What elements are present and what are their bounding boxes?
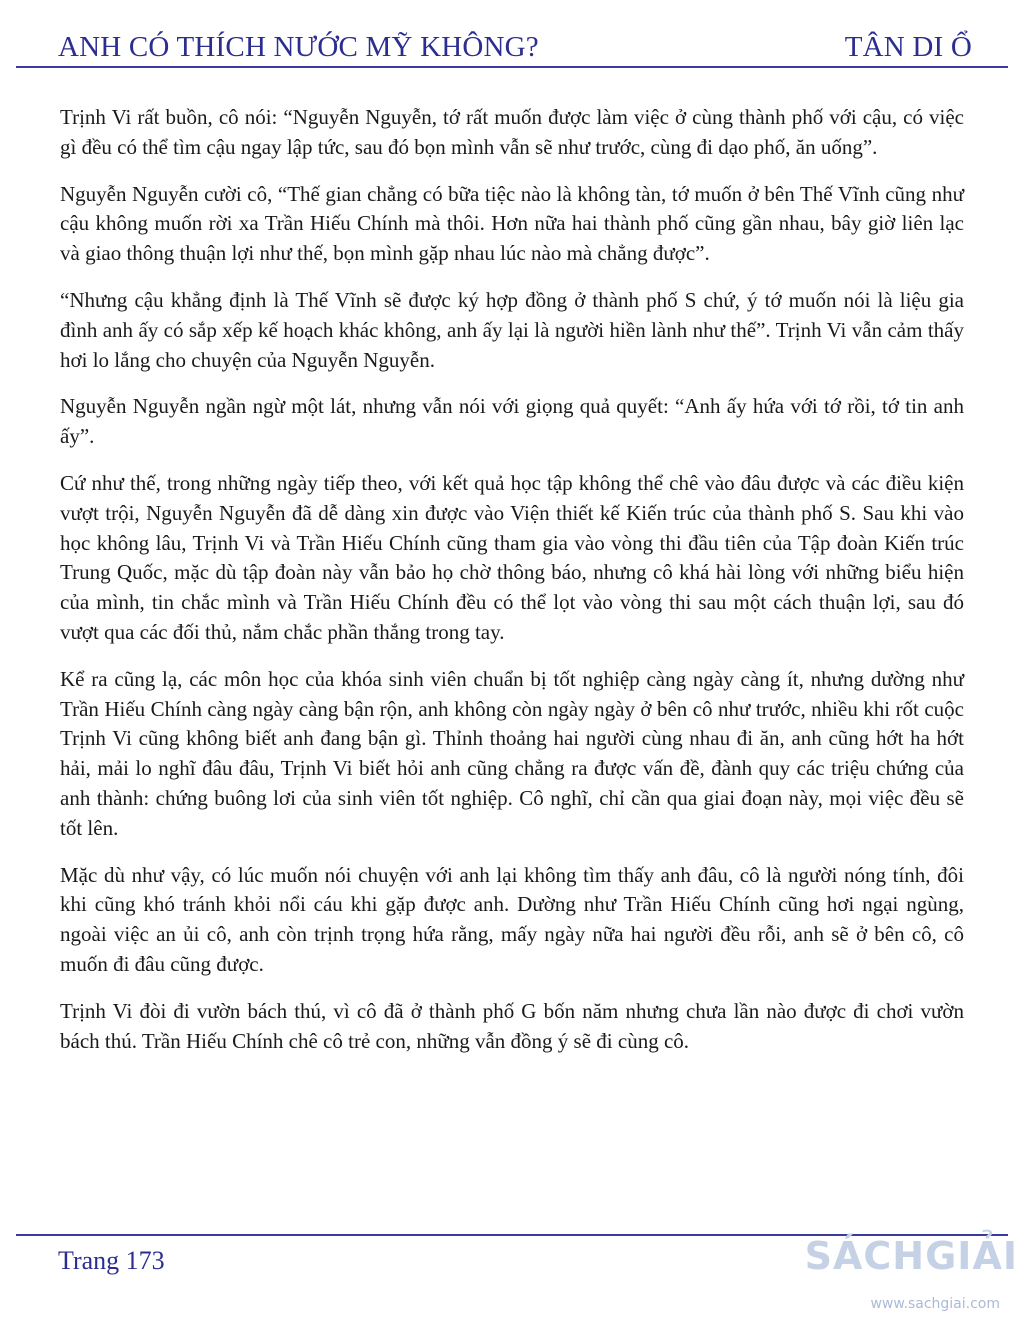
paragraph: Nguyễn Nguyễn ngần ngừ một lát, nhưng vẫn nói với giọng quả quyết: “Anh ấy hứa với tớ rồi, tớ tin anh ấy”. <box>60 394 964 449</box>
paragraph: Cứ như thế, trong những ngày tiếp theo, với kết quả học tập không thể chê vào đâu được và các điều kiện vượt trội, Nguyễn Nguyễn đã dễ dàng xin được vào Viện thiết kế Kiến trúc của thành phố S. Sau khi vào học không lâu, Trịnh Vi và Trần Hiếu Chính cũng tham gia vào vòng thi đầu tiên của Tập đoàn Kiến trúc Trung Quốc, mặc dù tập đoàn này vẫn bảo họ chờ thông báo, nhưng cô khá hài lòng với những biểu hiện của mình, tin chắc mình và Trần Hiếu Chính đều có thể lọt vào vòng thi sau một cách thuận lợi, sau đó vượt qua các đối thủ, nắm chắc phần thắng trong tay. <box>60 470 964 644</box>
paragraph: Mặc dù như vậy, có lúc muốn nói chuyện với anh lại không tìm thấy anh đâu, cô là người nóng tính, đôi khi cũng khó tránh khỏi nổi cáu khi gặp được anh. Dường như Trần Hiếu Chính cũng hơi ngại ngùng, ngoài việc an ủi cô, anh còn trịnh trọng hứa rằng, mấy ngày nữa hai người đều rỗi, anh sẽ ở bên cô, cô muốn đi đâu cũng được. <box>60 862 964 976</box>
paragraph: Kể ra cũng lạ, các môn học của khóa sinh viên chuẩn bị tốt nghiệp càng ngày càng ít, nhưng dường như Trần Hiếu Chính càng ngày càng bận rộn, anh không còn ngày ngày ở bên cô như trước, nhiều khi rốt cuộc Trịnh Vi cũng không biết anh đang bận gì. Thỉnh thoảng hai người cùng nhau đi ăn, anh cũng hớt ha hớt hải, mải lo nghĩ đâu đâu, Trịnh Vi biết hỏi anh cũng chẳng ra được vấn đề, đành quy các triệu chứng của anh thành: chứng buông lơi của sinh viên tốt nghiệp. Cô nghĩ, chỉ cần qua giai đoạn này, mọi việc đều sẽ tốt lên. <box>60 666 964 840</box>
paragraph: Nguyễn Nguyễn cười cô, “Thế gian chẳng có bữa tiệc nào là không tàn, tớ muốn ở bên Thế Vĩnh cũng như cậu không muốn rời xa Trần Hiếu Chính mà thôi. Hơn nữa hai thành phố cũng gần nhau, bây giờ liên lạc và giao thông thuận lợi như thế, bọn mình gặp nhau lúc nào mà chẳng được”. <box>60 181 964 266</box>
watermark <box>804 1226 1018 1322</box>
paragraph: Trịnh Vi rất buồn, cô nói: “Nguyễn Nguyễn, tớ rất muốn được làm việc ở cùng thành phố với cậu, có việc gì đều có thể tìm cậu ngay lập tức, sau đó bọn mình vẫn sẽ như trước, cùng đi dạo phố, ăn uống”. <box>60 105 964 159</box>
author-name: TÂN DI Ổ <box>844 31 972 63</box>
paragraph: “Nhưng cậu khẳng định là Thế Vĩnh sẽ được ký hợp đồng ở thành phố S chứ, ý tớ muốn nói là liệu gia đình anh ấy có sắp xếp kế hoạch khác không, anh ấy lại là người hiền lành như thế”. Trịnh Vi vẫn cảm thấy hơi lo lắng cho chuyện của Nguyễn Nguyễn. <box>60 287 964 372</box>
watermark-logo: SÁCHGIẢI <box>804 1234 1018 1278</box>
paragraph: Trịnh Vi đòi đi vườn bách thú, vì cô đã ở thành phố G bốn năm nhưng chưa lần nào được đi chơi vườn bách thú. Trần Hiếu Chính chê cô trẻ con, những vẫn đồng ý sẽ đi cùng cô. <box>60 998 964 1053</box>
book-title: ANH CÓ THÍCH NƯỚC MỸ KHÔNG? <box>58 31 539 63</box>
page-body <box>60 103 964 1073</box>
watermark-url: www.sachgiai.com <box>870 1296 1000 1312</box>
page-number: Trang 173 <box>58 1246 165 1275</box>
header-divider <box>16 66 1008 68</box>
page-header <box>58 24 972 64</box>
